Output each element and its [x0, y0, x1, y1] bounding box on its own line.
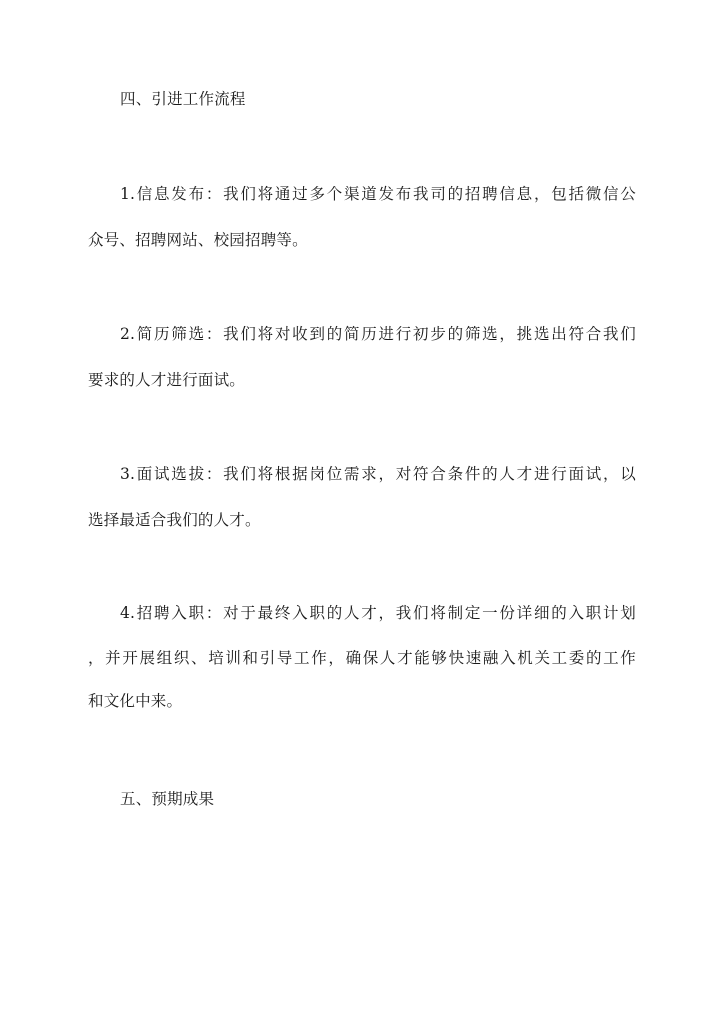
- item-2-line-1: 2.简历筛选：我们将对收到的简历进行初步的筛选，挑选出符合我们: [120, 325, 636, 343]
- item-4-line-1: 4.招聘入职：对于最终入职的人才，我们将制定一份详细的入职计划: [120, 604, 636, 622]
- section-heading-5: 五、预期成果: [120, 790, 215, 808]
- item-1-line-1: 1.信息发布：我们将通过多个渠道发布我司的招聘信息，包括微信公: [120, 185, 636, 203]
- item-4-line-2: ，并开展组织、培训和引导工作，确保人才能够快速融入机关工委的工作: [88, 649, 636, 667]
- item-3-line-2: 选择最适合我们的人才。: [88, 511, 261, 529]
- item-3-line-1: 3.面试选拔：我们将根据岗位需求，对符合条件的人才进行面试，以: [120, 465, 636, 483]
- item-2-line-2: 要求的人才进行面试。: [88, 371, 246, 389]
- section-heading-4: 四、引进工作流程: [120, 90, 246, 108]
- item-1-line-2: 众号、招聘网站、校园招聘等。: [88, 231, 308, 249]
- item-4-line-3: 和文化中来。: [88, 692, 183, 710]
